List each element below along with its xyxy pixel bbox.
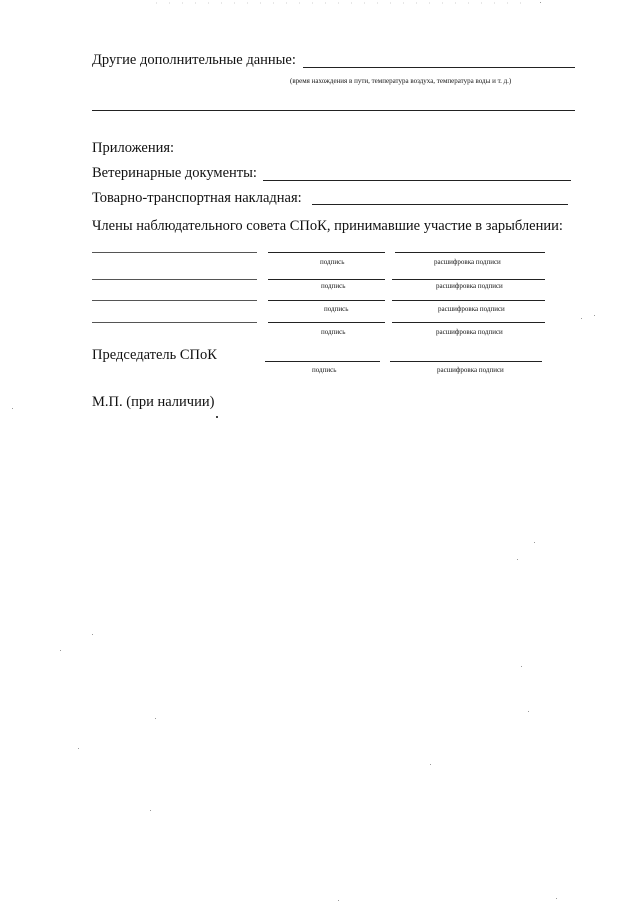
decryption-caption: расшифровка подписи [436,282,503,290]
council-heading: Члены наблюдательного совета СПоК, принимавшие участие в зарыблении: [92,218,563,234]
decryption-line [392,279,545,280]
other-data-line [303,67,575,68]
signature-line [268,279,385,280]
scan-speck [521,666,522,667]
scan-speck [216,416,218,418]
decryption-line [395,252,545,253]
attachments-heading: Приложения: [92,140,175,156]
chairman-decryption-caption: расшифровка подписи [437,366,504,374]
chairman-signature-line [265,361,380,362]
signature-line [268,322,385,323]
scan-speck [534,542,535,543]
signature-caption: подпись [320,258,345,266]
other-data-hint: (время нахождения в пути, температура воздуха, температура воды и т. д.) [290,77,512,85]
signature-caption: подпись [321,282,346,290]
signature-caption: подпись [324,305,349,313]
scan-speck [528,711,529,712]
council-name-line [92,252,257,253]
council-name-line [92,322,257,323]
chairman-decryption-line [390,361,542,362]
decryption-caption: расшифровка подписи [436,328,503,336]
scan-speck [430,764,431,765]
council-name-line [92,279,257,280]
chairman-label: Председатель СПоК [92,347,217,363]
scan-speck [92,634,93,635]
vet-docs-label: Ветеринарные документы: [92,165,257,181]
signature-line [268,252,385,253]
council-name-line [92,300,257,301]
scan-speck [155,718,156,719]
waybill-line [312,204,568,205]
scan-speck [60,650,61,651]
scan-speck [540,2,541,3]
signature-caption: подпись [321,328,346,336]
scan-speck [517,559,518,560]
other-data-line-2 [92,110,575,111]
scan-speck [556,898,557,899]
waybill-label: Товарно-транспортная накладная: [92,190,302,206]
chairman-signature-caption: подпись [312,366,337,374]
decryption-line [392,322,545,323]
scan-speck [581,318,582,319]
scan-speck [12,408,13,409]
scan-speck [78,748,79,749]
scan-speck [150,810,151,811]
decryption-caption: расшифровка подписи [434,258,501,266]
decryption-caption: расшифровка подписи [438,305,505,313]
scan-speck [594,315,595,316]
scan-header-artifact [150,0,530,6]
signature-line [268,300,385,301]
vet-docs-line [263,180,571,181]
other-data-label: Другие дополнительные данные: [92,52,296,68]
stamp-label: М.П. (при наличии) [92,394,215,410]
decryption-line [392,300,545,301]
scan-speck [338,900,339,901]
